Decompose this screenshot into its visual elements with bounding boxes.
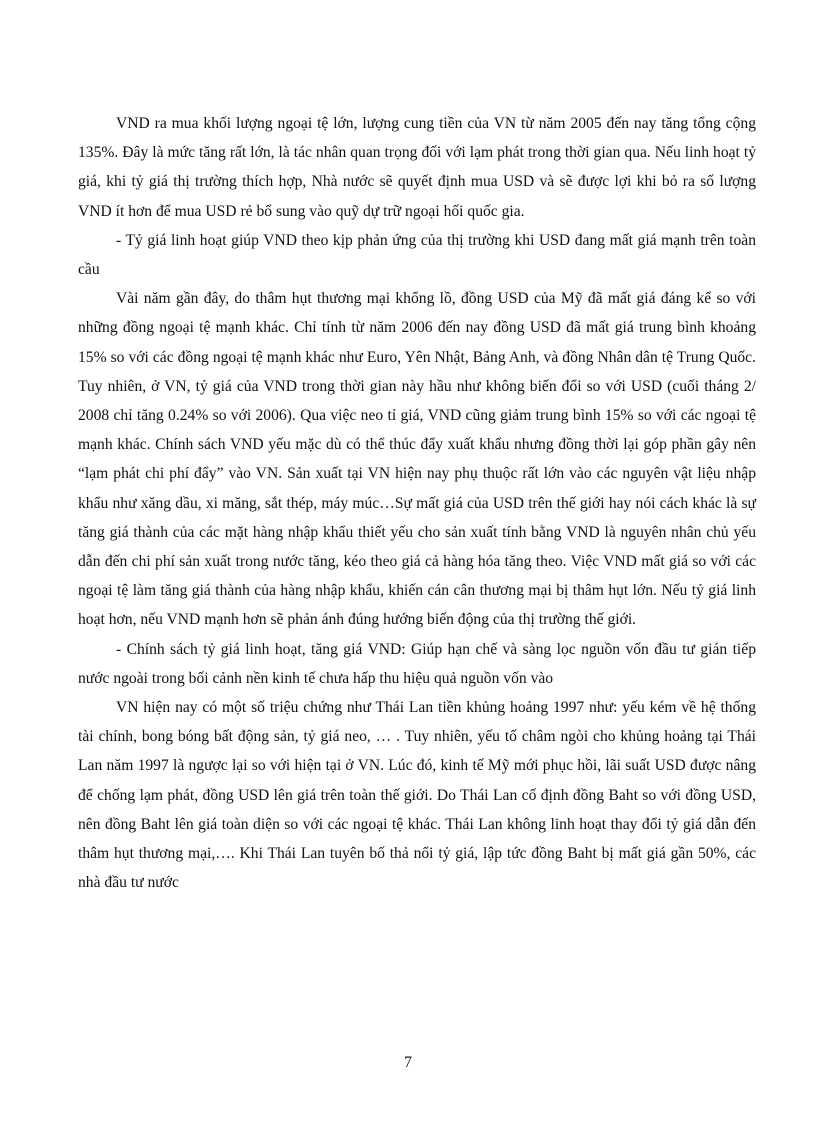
body-text <box>78 109 756 897</box>
paragraph-3: Vài năm gần đây, do thâm hụt thương mại khổng lồ, đồng USD của Mỹ đã mất giá đáng kể so với những đồng ngoại tệ mạnh khác. Chỉ tính từ năm 2006 đến nay đồng USD đã mất giá trung bình khoảng 15% so với các đồng ngoại tệ mạnh khác như Euro, Yên Nhật, Bảng Anh, và đồng Nhân dân tệ Trung Quốc. Tuy nhiên, ở VN, tỷ giá của VND trong thời gian này hầu như không biến đổi so với USD (cuối tháng 2/ 2008 chỉ tăng 0.24% so với 2006). Qua việc neo tỉ giá, VND cũng giảm trung bình 15% so với các ngoại tệ mạnh khác. Chính sách VND yếu mặc dù có thể thúc đẩy xuất khẩu nhưng đồng thời lại góp phần gây nên “lạm phát chi phí đẩy” vào VN. Sản xuất tại VN hiện nay phụ thuộc rất lớn vào các nguyên vật liệu nhập khẩu như xăng dầu, xi măng, sắt thép, máy múc…Sự mất giá của USD trên thế giới hay nói cách khác là sự tăng giá thành của các mặt hàng nhập khẩu thiết yếu cho sản xuất tính bằng VND là nguyên nhân chủ yếu dẫn đến chi phí sản xuất trong nước tăng, kéo theo giá cả hàng hóa tăng theo. Việc VND mất giá so với các ngoại tệ làm tăng giá thành của hàng nhập khẩu, khiến cán cân thương mại bị thâm hụt lớn. Nếu tỷ giá linh hoạt hơn, nếu VND mạnh hơn sẽ phản ánh đúng hướng biến động của thị trường thế giới. <box>78 290 756 629</box>
paragraph-5: VN hiện nay có một số triệu chứng như Thái Lan tiền khủng hoảng 1997 như: yếu kém về hệ thống tài chính, bong bóng bất động sản, tỷ giá neo, … . Tuy nhiên, yếu tố châm ngòi cho khủng hoảng tại Thái Lan năm 1997 là ngược lại so với hiện tại ở VN. Lúc đó, kinh tế Mỹ mới phục hồi, lãi suất USD được nâng để chống lạm phát, đồng USD lên giá trên toàn thế giới. Do Thái Lan cố định đồng Baht so với đồng USD, nên đồng Baht lên giá toàn diện so với các ngoại tệ khác. Thái Lan không linh hoạt thay đổi tỷ giá dẫn đến thâm hụt thương mại,…. Khi Thái Lan tuyên bố thả nổi tỷ giá, lập tức đồng Baht bị mất giá gần 50%, các nhà đầu tư nước <box>78 699 756 892</box>
paragraph-1: VND ra mua khối lượng ngoại tệ lớn, lượng cung tiền của VN từ năm 2005 đến nay tăng tổng cộng 135%. Đây là mức tăng rất lớn, là tác nhân quan trọng đối với lạm phát trong thời gian qua. Nếu linh hoạt tỷ giá, khi tỷ giá thị trường thích hợp, Nhà nước sẽ quyết định mua USD và sẽ được lợi khi bỏ ra số lượng VND ít hơn để mua USD rẻ bổ sung vào quỹ dự trữ ngoại hối quốc gia. <box>78 115 756 220</box>
page-number: 7 <box>404 1054 412 1071</box>
paragraph-2-bullet: - Tỷ giá linh hoạt giúp VND theo kịp phản ứng của thị trường khi USD đang mất giá mạnh trên toàn cầu <box>78 231 756 279</box>
paragraph-4-bullet: - Chính sách tỷ giá linh hoạt, tăng giá VND: Giúp hạn chế và sàng lọc nguồn vốn đầu tư gián tiếp nước ngoài trong bối cảnh nền kinh tế chưa hấp thu hiệu quả nguồn vốn vào <box>78 640 756 687</box>
